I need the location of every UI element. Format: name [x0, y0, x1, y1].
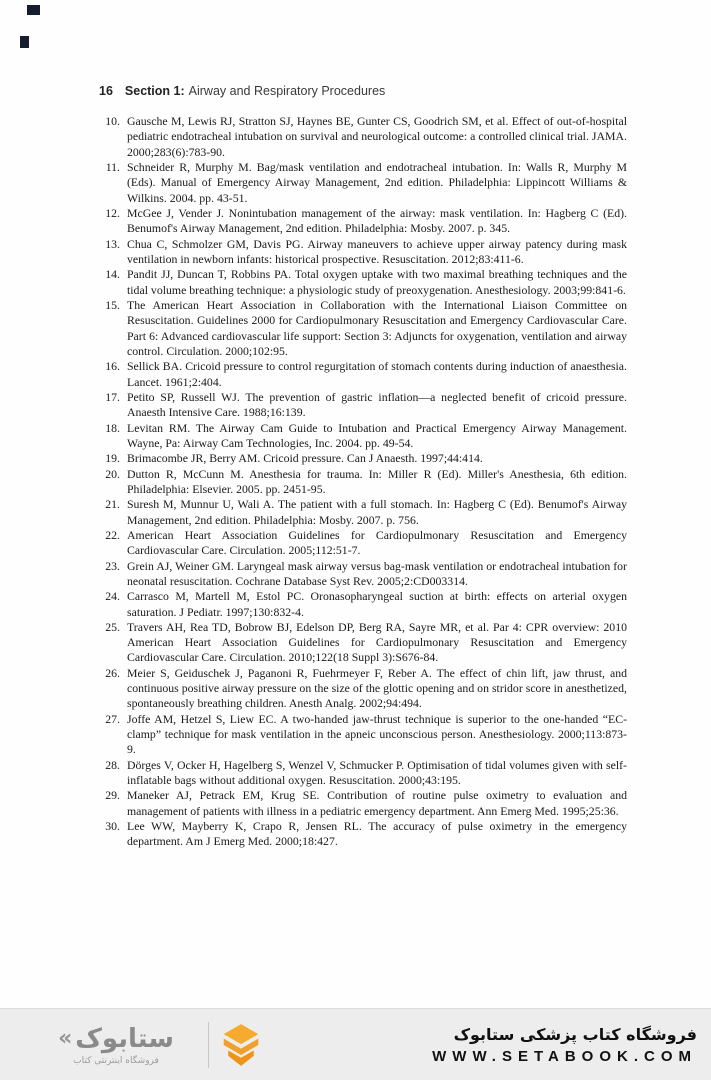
- reference-item: [99, 528, 627, 559]
- reference-number: 27.: [105, 711, 120, 726]
- reference-text: Levitan RM. The Airway Cam Guide to Intubation and Practical Emergency Airway Management. Wayne, Pa: Airway Cam Technologies, Inc. 2004. pp. 49-54.: [127, 420, 627, 450]
- reference-text: Carrasco M, Martell M, Estol PC. Oronasopharyngeal suction at birth: effects on arterial oxygen saturation. J Pediatr. 1997;130:832-4.: [127, 589, 627, 619]
- site-url: WWW.SETABOOK.COM: [432, 1047, 697, 1065]
- reference-text: McGee J, Vender J. Nonintubation management of the airway: mask ventilation. In: Hagberg C (Ed). Benumof's Airway Management, 2nd edition. Philadelphia: Mosby. 2007. p. 345.: [127, 205, 627, 236]
- reference-number: 17.: [105, 389, 120, 404]
- reference-item: [99, 497, 627, 528]
- reference-number: 29.: [105, 788, 120, 803]
- reference-number: 20.: [105, 466, 120, 481]
- reference-text: Petito SP, Russell WJ. The prevention of gastric inflation—a neglected benefit of cricoid pressure. Anaesth Intensive Care. 1988;16:139.: [127, 389, 627, 420]
- reference-item: [99, 237, 627, 268]
- reference-number: 16.: [105, 359, 120, 374]
- reference-item: [99, 160, 627, 206]
- reference-item: [99, 206, 627, 237]
- reference-text: Lee WW, Mayberry K, Crapo R, Jensen RL. The accuracy of pulse oximetry in the emergency department. Am J Emerg Med. 2000;18:427.: [127, 819, 627, 849]
- reference-item: [99, 390, 627, 421]
- reference-text: Meier S, Geiduschek J, Paganoni R, Fuehrmeyer F, Reber A. The effect of chin lift, jaw thrust, and continuous positive airway pressure on the size of the glottic opening and on stridor score in anesthetized, spontaneously breathing children. Anesth Analg. 2002;94:494.: [127, 665, 627, 711]
- reference-text: Travers AH, Rea TD, Bobrow BJ, Edelson DP, Berg RA, Sayre MR, et al. Par 4: CPR overview: 2010 American Heart Association Guidelines for Cardiopulmonary Resuscitation and Emergency Cardiovascular Care. Circulation. 2010;122(18 Suppl 3):S676-84.: [127, 619, 627, 665]
- reference-item: [99, 559, 627, 590]
- reference-list: [99, 114, 627, 850]
- reference-number: 14.: [105, 267, 120, 282]
- reference-text: Suresh M, Munnur U, Wali A. The patient with a full stomach. In: Hagberg C (Ed). Benumof's Airway Management, 2nd edition. Philadelphia: Mosby. 2007. p. 756.: [127, 497, 627, 527]
- reference-text: Brimacombe JR, Berry AM. Cricoid pressure. Can J Anaesth. 1997;44:414.: [127, 451, 483, 466]
- reference-number: 12.: [105, 205, 120, 220]
- reference-item: [99, 451, 627, 466]
- store-title: فروشگاه کتاب پزشکی ستابوک: [453, 1024, 697, 1044]
- reference-number: 23.: [105, 558, 120, 573]
- chevron-left-icon: «: [58, 1026, 73, 1051]
- footer-bar: [0, 1008, 711, 1080]
- reference-number: 24.: [105, 589, 120, 604]
- reference-text: Joffe AM, Hetzel S, Liew EC. A two-handed jaw-thrust technique is superior to the one-handed “EC-clamp” technique for mask ventilation in the apneic unconscious person. Anesthesiology. 2000;113:873-9.: [127, 711, 627, 757]
- divider: [208, 1022, 209, 1068]
- scan-mark: [20, 36, 29, 48]
- reference-item: [99, 788, 627, 819]
- reference-number: 28.: [105, 757, 120, 772]
- reference-text: Sellick BA. Cricoid pressure to control regurgitation of stomach contents during induction of anaesthesia. Lancet. 1961;2:404.: [127, 359, 627, 389]
- reference-text: Maneker AJ, Petrack EM, Krug SE. Contribution of routine pulse oximetry to evaluation and management of patients with illness in a pediatric emergency department. Ann Emerg Med. 1995;25:36.: [127, 788, 627, 818]
- section-label: Section 1:: [124, 84, 185, 98]
- reference-item: [99, 758, 627, 789]
- reference-item: [99, 620, 627, 666]
- reference-number: 11.: [105, 159, 120, 174]
- reference-number: 10.: [105, 114, 120, 128]
- reference-number: 30.: [105, 819, 120, 834]
- reference-number: 21.: [105, 497, 120, 512]
- reference-item: [99, 359, 627, 390]
- reference-item: [99, 267, 627, 298]
- reference-number: 15.: [105, 297, 120, 312]
- reference-text: Dutton R, McCunn M. Anesthesia for trauma. In: Miller R (Ed). Miller's Anesthesia, 6th edition. Philadelphia: Elsevier. 2005. pp. 2451-95.: [127, 466, 627, 496]
- reference-text: Grein AJ, Weiner GM. Laryngeal mask airway versus bag-mask ventilation or endotracheal intubation for neonatal resuscitation. Cochrane Database Syst Rev. 2005;2:CD003314.: [127, 558, 627, 588]
- logo-subtitle: فروشگاه اینترنتی کتاب: [73, 1055, 159, 1066]
- reference-number: 13.: [105, 236, 120, 251]
- footer-text-block: [271, 1025, 701, 1065]
- reference-number: 18.: [105, 420, 120, 435]
- reference-text: Schneider R, Murphy M. Bag/mask ventilation and endotracheal intubation. In: Walls R, Murphy M (Eds). Manual of Emergency Airway Management, 2nd edition. Philadelphia: Lippincott Williams & Wilkins. 2004. pp. 43-51.: [127, 159, 627, 205]
- reference-item: [99, 666, 627, 712]
- setabook-logo: [30, 1024, 202, 1066]
- logo-wordmark: ستابوک: [75, 1023, 174, 1054]
- setabook-diamond-icon: [221, 1023, 261, 1067]
- reference-item: [99, 421, 627, 452]
- scan-mark: [27, 5, 40, 15]
- reference-number: 25.: [105, 619, 120, 634]
- reference-text: Pandit JJ, Duncan T, Robbins PA. Total oxygen uptake with two maximal breathing techniques and the tidal volume breathing technique: a physiologic study of preoxygenation. Anesthesiology. 2003;99:841-6.: [127, 267, 627, 297]
- reference-number: 26.: [105, 665, 120, 680]
- reference-item: [99, 819, 627, 850]
- reference-item: [99, 114, 627, 160]
- reference-number: 19.: [105, 451, 120, 466]
- reference-text: Chua C, Schmolzer GM, Davis PG. Airway maneuvers to achieve upper airway patency during mask ventilation in newborn infants: historical prospective. Resuscitation. 2012;83:411-6.: [127, 236, 627, 266]
- reference-item: [99, 589, 627, 620]
- reference-text: American Heart Association Guidelines for Cardiopulmonary Resuscitation and Emergency Cardiovascular Care. Circulation. 2005;112:51-7.: [127, 527, 627, 558]
- reference-item: [99, 712, 627, 758]
- reference-item: [99, 467, 627, 498]
- reference-text: The American Heart Association in Collaboration with the International Liaison Committee on Resuscitation. Guidelines 2000 for Cardiopulmonary Resuscitation and Emergency Cardiovascular Care. Part 6: Advanced cardiovascular life support: Section 3: Adjuncts for oxygenation, ventilation and airway control. Circulation. 2000;102:95.: [127, 297, 627, 358]
- section-title: Airway and Respiratory Procedures: [188, 84, 386, 98]
- reference-number: 22.: [105, 527, 120, 542]
- reference-item: [99, 298, 627, 359]
- reference-text: Dörges V, Ocker H, Hagelberg S, Wenzel V, Schmucker P. Optimisation of tidal volumes given with self-inflatable bags without additional oxygen. Resuscitation. 2000;43:195.: [127, 757, 627, 788]
- running-head: [99, 84, 625, 98]
- reference-text: Gausche M, Lewis RJ, Stratton SJ, Haynes BE, Gunter CS, Goodrich SM, et al. Effect of out-of-hospital pediatric endotracheal intubation on survival and neurological outcome: a controlled clinical trial. JAMA. 2000;283(6):783-90.: [127, 114, 627, 159]
- page-number: 16: [99, 84, 113, 98]
